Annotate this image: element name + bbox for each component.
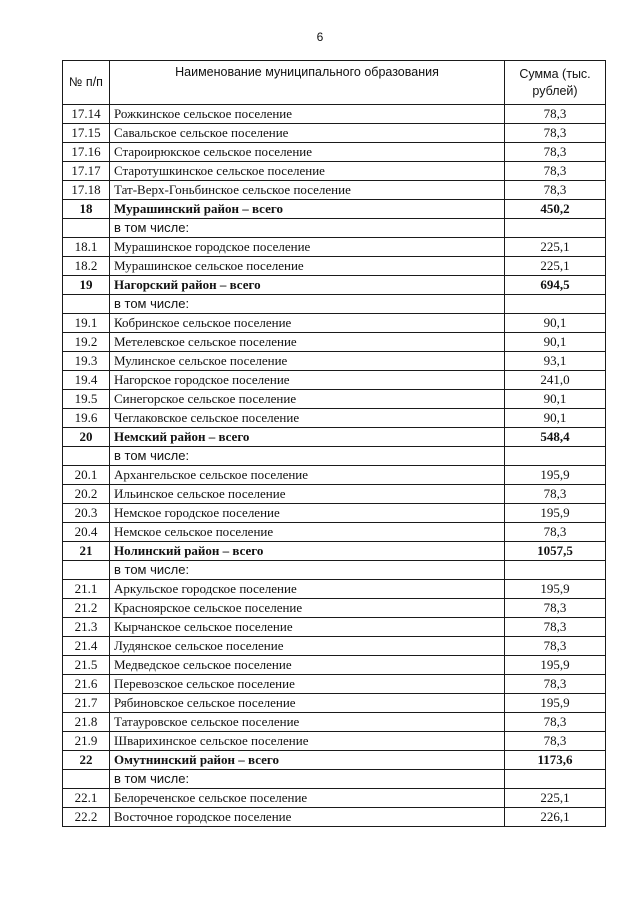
table-row: [63, 409, 606, 428]
municipality-name: Савальское сельское поселение: [110, 124, 505, 143]
table-row: [63, 124, 606, 143]
municipality-name: в том числе:: [110, 447, 505, 466]
municipality-name: Красноярское сельское поселение: [110, 599, 505, 618]
row-number: [63, 770, 110, 789]
row-number: 20.4: [63, 523, 110, 542]
row-number: 21.9: [63, 732, 110, 751]
row-number: 21.4: [63, 637, 110, 656]
sum-value: 1057,5: [505, 542, 606, 561]
municipality-name: Татауровское сельское поселение: [110, 713, 505, 732]
sum-value: 90,1: [505, 409, 606, 428]
row-number: 22.1: [63, 789, 110, 808]
municipality-name: Мурашинский район – всего: [110, 200, 505, 219]
municipality-name: Староирюкское сельское поселение: [110, 143, 505, 162]
municipality-name: Нолинский район – всего: [110, 542, 505, 561]
sum-value: 78,3: [505, 675, 606, 694]
table-row: [63, 371, 606, 390]
table-row: [63, 105, 606, 124]
sum-value: 225,1: [505, 789, 606, 808]
municipality-name: Лудянское сельское поселение: [110, 637, 505, 656]
municipal-budget-table: [62, 60, 606, 827]
row-number: 17.14: [63, 105, 110, 124]
row-number: 21: [63, 542, 110, 561]
district-total-row: [63, 428, 606, 447]
sum-value: [505, 447, 606, 466]
municipality-name: в том числе:: [110, 561, 505, 580]
sum-value: 241,0: [505, 371, 606, 390]
sum-value: 78,3: [505, 713, 606, 732]
table-row: [63, 352, 606, 371]
table-row: [63, 238, 606, 257]
row-number: 19.1: [63, 314, 110, 333]
subheading-row: [63, 219, 606, 238]
row-number: 20.2: [63, 485, 110, 504]
sum-value: [505, 219, 606, 238]
table-row: [63, 637, 606, 656]
row-number: 19: [63, 276, 110, 295]
sum-value: [505, 561, 606, 580]
table-row: [63, 181, 606, 200]
municipality-name: Старотушкинское сельское поселение: [110, 162, 505, 181]
table-body: [63, 105, 606, 827]
table-row: [63, 694, 606, 713]
sum-value: 1173,6: [505, 751, 606, 770]
row-number: 18.2: [63, 257, 110, 276]
table-row: [63, 618, 606, 637]
subheading-row: [63, 561, 606, 580]
sum-value: 226,1: [505, 808, 606, 827]
row-number: 21.3: [63, 618, 110, 637]
municipality-name: Нагорский район – всего: [110, 276, 505, 295]
municipality-name: Медведское сельское поселение: [110, 656, 505, 675]
municipality-name: в том числе:: [110, 219, 505, 238]
row-number: [63, 561, 110, 580]
sum-value: 78,3: [505, 599, 606, 618]
municipality-name: Перевозское сельское поселение: [110, 675, 505, 694]
page-number: 6: [316, 30, 324, 44]
row-number: 19.2: [63, 333, 110, 352]
sum-value: 78,3: [505, 732, 606, 751]
row-number: 22.2: [63, 808, 110, 827]
table-row: [63, 257, 606, 276]
municipality-name: Мурашинское сельское поселение: [110, 257, 505, 276]
sum-value: 78,3: [505, 637, 606, 656]
sum-value: 694,5: [505, 276, 606, 295]
row-number: 21.6: [63, 675, 110, 694]
municipality-name: Белореченское сельское поселение: [110, 789, 505, 808]
row-number: 20: [63, 428, 110, 447]
table-row: [63, 675, 606, 694]
row-number: 21.2: [63, 599, 110, 618]
sum-value: 195,9: [505, 656, 606, 675]
municipality-name: Немское городское поселение: [110, 504, 505, 523]
municipality-name: Кобринское сельское поселение: [110, 314, 505, 333]
municipality-name: Омутнинский район – всего: [110, 751, 505, 770]
sum-value: 90,1: [505, 390, 606, 409]
sum-value: 195,9: [505, 504, 606, 523]
table-row: [63, 580, 606, 599]
municipality-name: в том числе:: [110, 295, 505, 314]
municipality-name: Тат-Верх-Гоньбинское сельское поселение: [110, 181, 505, 200]
row-number: 18.1: [63, 238, 110, 257]
table-row: [63, 808, 606, 827]
row-number: [63, 447, 110, 466]
table-row: [63, 466, 606, 485]
district-total-row: [63, 542, 606, 561]
row-number: 18: [63, 200, 110, 219]
row-number: 17.18: [63, 181, 110, 200]
row-number: 21.8: [63, 713, 110, 732]
table-row: [63, 599, 606, 618]
header-sum: Сумма (тыс. рублей): [505, 61, 606, 105]
table-header-row: [63, 61, 606, 105]
table-row: [63, 713, 606, 732]
municipality-name: в том числе:: [110, 770, 505, 789]
header-municipality-name: Наименование муниципального образования: [110, 61, 505, 105]
sum-value: 195,9: [505, 466, 606, 485]
sum-value: 78,3: [505, 143, 606, 162]
municipality-name: Восточное городское поселение: [110, 808, 505, 827]
subheading-row: [63, 447, 606, 466]
row-number: 21.7: [63, 694, 110, 713]
sum-value: 78,3: [505, 162, 606, 181]
district-total-row: [63, 751, 606, 770]
municipality-name: Немский район – всего: [110, 428, 505, 447]
table-row: [63, 504, 606, 523]
table-row: [63, 485, 606, 504]
sum-value: 78,3: [505, 105, 606, 124]
row-number: [63, 219, 110, 238]
municipality-name: Рябиновское сельское поселение: [110, 694, 505, 713]
table-row: [63, 143, 606, 162]
municipality-name: Архангельское сельское поселение: [110, 466, 505, 485]
municipality-name: Мурашинское городское поселение: [110, 238, 505, 257]
municipality-name: Аркульское городское поселение: [110, 580, 505, 599]
table-row: [63, 390, 606, 409]
row-number: 19.3: [63, 352, 110, 371]
municipality-name: Нагорское городское поселение: [110, 371, 505, 390]
row-number: 20.3: [63, 504, 110, 523]
sum-value: [505, 295, 606, 314]
sum-value: 225,1: [505, 257, 606, 276]
table-row: [63, 523, 606, 542]
row-number: 21.1: [63, 580, 110, 599]
municipality-name: Кырчанское сельское поселение: [110, 618, 505, 637]
sum-value: 195,9: [505, 694, 606, 713]
row-number: [63, 295, 110, 314]
row-number: 17.15: [63, 124, 110, 143]
municipality-name: Чеглаковское сельское поселение: [110, 409, 505, 428]
sum-value: 78,3: [505, 618, 606, 637]
municipality-name: Шварихинское сельское поселение: [110, 732, 505, 751]
table-row: [63, 789, 606, 808]
row-number: 21.5: [63, 656, 110, 675]
row-number: 20.1: [63, 466, 110, 485]
municipality-name: Метелевское сельское поселение: [110, 333, 505, 352]
district-total-row: [63, 276, 606, 295]
sum-value: 78,3: [505, 523, 606, 542]
municipality-name: Ильинское сельское поселение: [110, 485, 505, 504]
sum-value: 90,1: [505, 333, 606, 352]
table-row: [63, 162, 606, 181]
table-row: [63, 314, 606, 333]
sum-value: 78,3: [505, 485, 606, 504]
row-number: 17.17: [63, 162, 110, 181]
table-row: [63, 333, 606, 352]
row-number: 19.4: [63, 371, 110, 390]
row-number: 19.6: [63, 409, 110, 428]
subheading-row: [63, 770, 606, 789]
sum-value: 195,9: [505, 580, 606, 599]
municipality-name: Синегорское сельское поселение: [110, 390, 505, 409]
sum-value: 78,3: [505, 124, 606, 143]
row-number: 19.5: [63, 390, 110, 409]
table-row: [63, 732, 606, 751]
municipality-name: Рожкинское сельское поселение: [110, 105, 505, 124]
sum-value: 450,2: [505, 200, 606, 219]
sum-value: 93,1: [505, 352, 606, 371]
sum-value: 548,4: [505, 428, 606, 447]
municipality-name: Немское сельское поселение: [110, 523, 505, 542]
row-number: 17.16: [63, 143, 110, 162]
row-number: 22: [63, 751, 110, 770]
sum-value: 78,3: [505, 181, 606, 200]
subheading-row: [63, 295, 606, 314]
sum-value: [505, 770, 606, 789]
municipality-name: Мулинское сельское поселение: [110, 352, 505, 371]
sum-value: 90,1: [505, 314, 606, 333]
district-total-row: [63, 200, 606, 219]
table-row: [63, 656, 606, 675]
sum-value: 225,1: [505, 238, 606, 257]
header-number: № п/п: [63, 61, 110, 105]
